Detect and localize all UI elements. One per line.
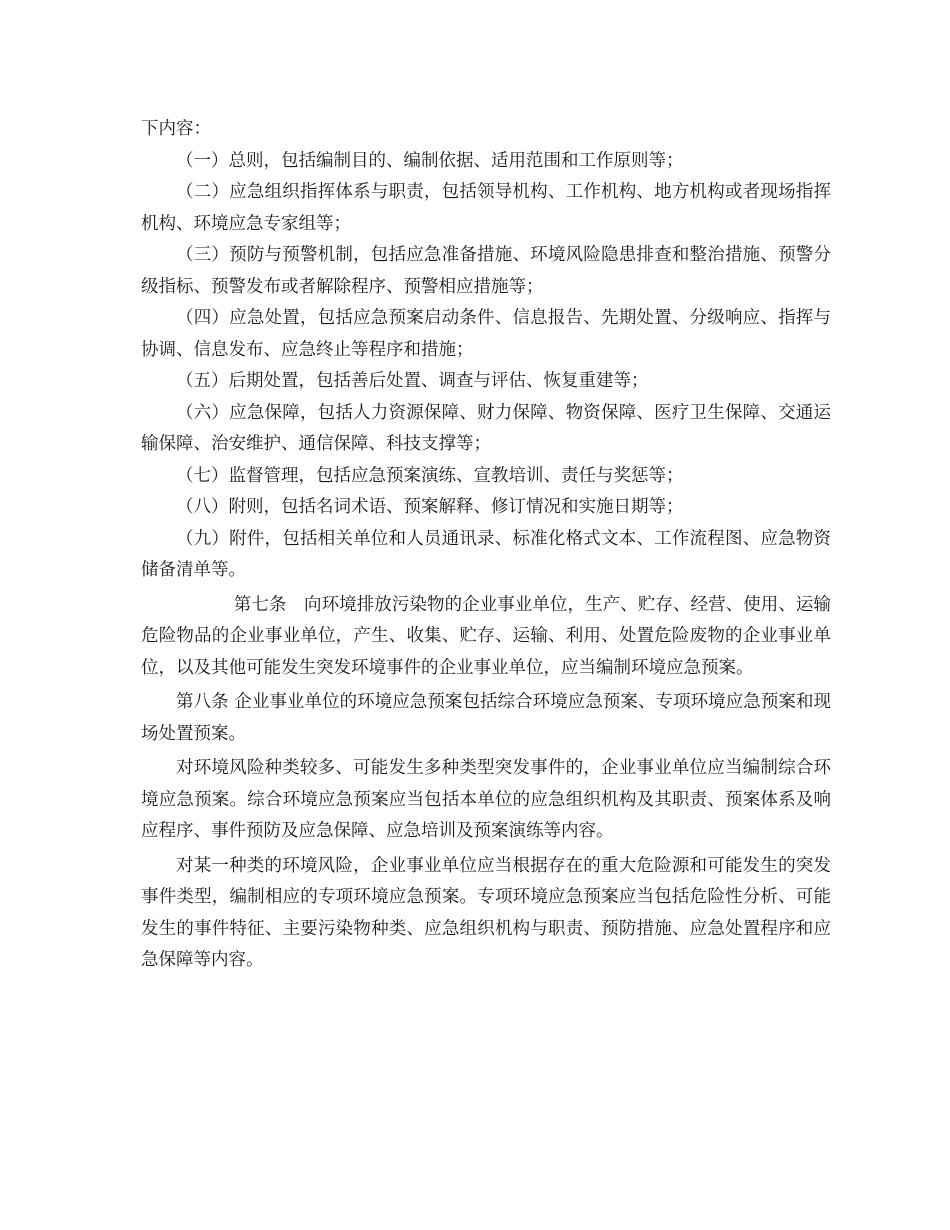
paragraph-special-plan: 对某一种类的环境风险，企业事业单位应当根据存在的重大危险源和可能发生的突发事件类型，编制相应的专项环境应急预案。专项环境应急预案应当包括危险性分析、可能发生的事件特征、主要污染物种类、应急组织机构与职责、预防措施、应急处置程序和应急保障等内容。	[141, 855, 831, 970]
paragraph-item-1: （一）总则，包括编制目的、编制依据、适用范围和工作原则等；	[176, 150, 684, 171]
paragraph-item-5: （五）后期处置，包括善后处置、调查与评估、恢复重建等；	[176, 371, 649, 391]
paragraph-article-8: 第八条 企业事业单位的环境应急预案包括综合环境应急预案、专项环境应急预案和现场处置预案。	[141, 692, 831, 744]
paragraph-article-7: 第七条 向环境排放污染物的企业事业单位，生产、贮存、经营、使用、运输危险物品的企业事业单位，产生、收集、贮存、运输、利用、处置危险废物的企业事业单位，以及其他可能发生突发环境事件的企业事业单位，应当编制环境应急预案。	[141, 594, 831, 678]
paragraph-item-9: （九）附件，包括相关单位和人员通讯录、标准化格式文本、工作流程图、应急物资储备清单等。	[141, 528, 831, 580]
paragraph-comprehensive-plan: 对环境风险种类较多、可能发生多种类型突发事件的，企业事业单位应当编制综合环境应急预案。综合环境应急预案应当包括本单位的应急组织机构及其职责、预案体系及响应程序、事件预防及应急保障、应急培训及预案演练等内容。	[141, 758, 831, 841]
paragraph-item-2: （二）应急组织指挥体系与职责，包括领导机构、工作机构、地方机构或者现场指挥机构、环境应急专家组等；	[141, 182, 831, 234]
document-body	[141, 114, 831, 977]
paragraph-item-7: （七）监督管理，包括应急预案演练、宣教培训、责任与奖惩等；	[176, 465, 684, 486]
paragraph-item-6: （六）应急保障，包括人力资源保障、财力保障、物资保障、医疗卫生保障、交通运输保障、治安维护、通信保障、科技支撑等；	[141, 402, 831, 454]
paragraph-item-3: （三）预防与预警机制，包括应急准备措施、环境风险隐患排查和整治措施、预警分级指标、预警发布或者解除程序、预警相应措施等；	[141, 245, 831, 297]
paragraph-intro: 下内容：	[141, 119, 211, 139]
paragraph-item-4: （四）应急处置，包括应急预案启动条件、信息报告、先期处置、分级响应、指挥与协调、信息发布、应急终止等程序和措施；	[141, 308, 831, 360]
paragraph-item-8: （八）附则，包括名词术语、预案解释、修订情况和实施日期等；	[176, 497, 684, 517]
